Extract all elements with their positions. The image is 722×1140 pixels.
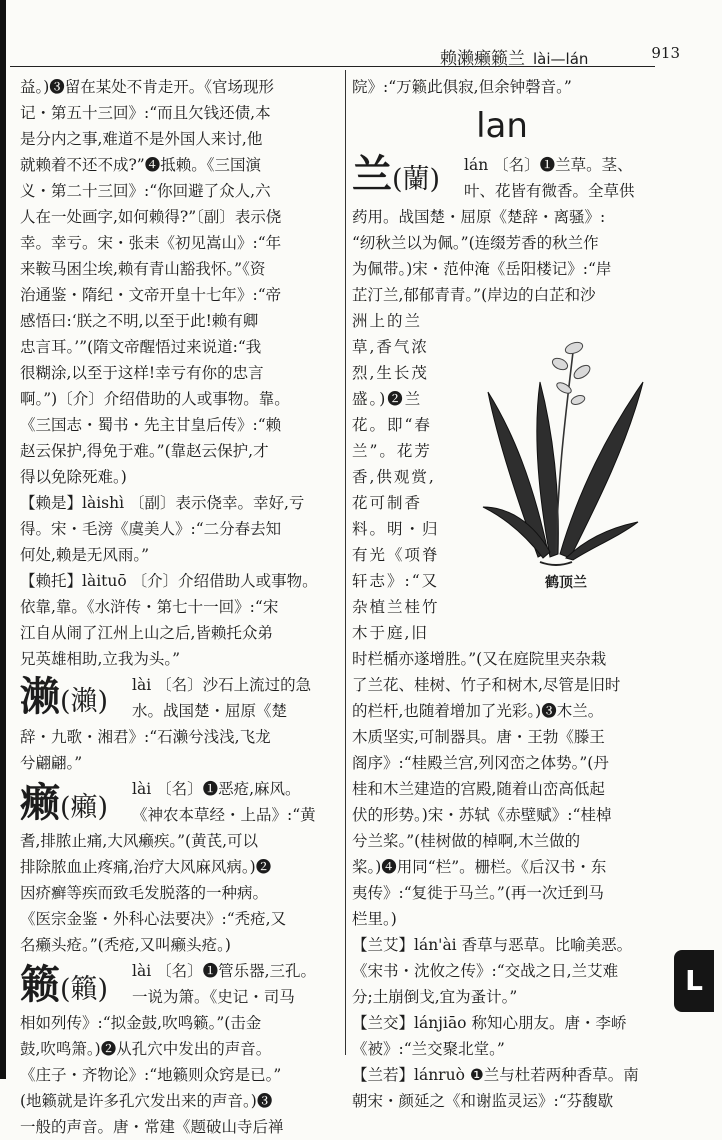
definition-line-beside-figure: 盛。)❷兰: [352, 390, 423, 408]
section-heading-lan: lan: [476, 106, 528, 146]
definition-line-beside-figure: 有光《项脊: [352, 546, 440, 564]
definition-line: 伏的形势。)宋・苏轼《赤壁赋》:“桂棹: [352, 806, 612, 824]
definition-line-beside-figure: 兰”。花芳: [352, 442, 432, 460]
definition-line: 一般的声音。唐・常建《题破山寺后禅: [20, 1118, 284, 1136]
definition-line: 来鞍马困尘埃,赖有青山豁我怀。”《资: [20, 260, 266, 278]
definition-line-beside-figure: 香,供观赏,: [352, 468, 436, 486]
definition-line-beside-figure: 料。明・归: [352, 520, 440, 538]
compound-entry-line: 江自从闹了江州上山之后,皆赖托众弟: [20, 624, 273, 642]
definition-line: 叶、花皆有微香。全草供: [464, 182, 635, 200]
definition-line: 的栏杆,也随着增加了光彩。)❸木兰。: [352, 702, 604, 720]
definition-line: 得以免除死难。): [20, 468, 127, 486]
compound-entry-line: 依靠,靠。《水浒传・第七十一回》:“宋: [20, 598, 279, 616]
headword-lai-leprosy: 癞(癩): [20, 779, 109, 826]
compound-entry-line: 兄英雄相助,立我为头。”: [20, 650, 181, 668]
definition-line: 义・第二十三回》:“你回避了众人,六: [20, 182, 271, 200]
definition-line: 桨。)❹用同“栏”。栅栏。《后汉书・东: [352, 858, 607, 876]
definition-line: “纫秋兰以为佩。”(连缀芳香的秋兰作: [352, 234, 599, 252]
compound-entry-line: 【赖是】làishì 〔副〕表示侥幸。幸好,亏: [20, 494, 305, 512]
definition-line: 夷传》:“复徙于马兰。”(再一次迁到马: [352, 884, 604, 902]
orchid-drawing: [478, 322, 654, 572]
definition-line: 为佩带。)宋・范仲淹《岳阳楼记》:“岸: [352, 260, 612, 278]
definition-line: 就赖着不还不成?”❹抵赖。《三国演: [20, 156, 261, 174]
definition-line: 《神农本草经・上品》:“黄: [132, 806, 316, 824]
compound-entry-line: 得。宋・毛滂《虞美人》:“二分春去知: [20, 520, 282, 538]
compound-entry-line: 【兰若】lánruò ❶兰与杜若两种香草。南: [352, 1066, 639, 1084]
compound-entry-line: 【兰交】lánjiāo 称知心朋友。唐・李峤: [352, 1014, 627, 1032]
definition-line: lài 〔名〕❶恶疮,麻风。: [132, 780, 301, 798]
compound-entry-line: 《宋书・沈攸之传》:“交战之日,兰艾难: [352, 962, 619, 980]
compound-entry-line: 何处,赖是无风雨。”: [20, 546, 150, 564]
definition-line: 《庄子・齐物论》:“地籁则众窍是已。”: [20, 1066, 282, 1084]
entry-lanjiao: [352, 1010, 652, 1062]
entry-lai-pipe-continued: 院》:“万籁此俱寂,但余钟磬音。”: [352, 78, 572, 96]
definition-line: 很糊涂,以至于这样!幸亏有你的忠言: [20, 364, 264, 382]
entry-laituo: [20, 568, 338, 672]
entry-lai-leprosy: [20, 776, 338, 958]
entry-lanruo: [352, 1062, 652, 1114]
definition-line: 排除脓血止疼痛,治疗大风麻风病。)❷: [20, 858, 272, 876]
thumb-index-tab: [674, 950, 714, 1012]
left-column: [20, 74, 338, 1140]
definition-line: 《医宗金鉴・外科心法要决》:“秃疮,又: [20, 910, 287, 928]
column-divider: [345, 70, 346, 1055]
headword-lai-pipe: 籁(籟): [20, 961, 109, 1008]
definition-line: 《三国志・蜀书・先主甘皇后传》:“赖: [20, 416, 282, 434]
definition-line: lài 〔名〕沙石上流过的急: [132, 676, 312, 694]
definition-line: 幸。幸亏。宋・张耒《初见嵩山》:“年: [20, 234, 282, 252]
definition-line: 木质坚实,可制器具。唐・王勃《滕王: [352, 728, 605, 746]
compound-entry-line: 《被》:“兰交聚北堂。”: [352, 1040, 505, 1058]
definition-line: lán 〔名〕❶兰草。茎、: [464, 156, 633, 174]
definition-line: 忠言耳。’”(隋文帝醒悟过来说道:“我: [20, 338, 262, 356]
definition-line: 桂和木兰建造的宫殿,随着山峦高低起: [352, 780, 605, 798]
definition-line: 人在一处画字,如何赖得?”〔副〕表示侥: [20, 208, 282, 226]
definition-line-beside-figure: 花可制香: [352, 494, 423, 512]
definition-line: 药用。战国楚・屈原《楚辞・离骚》:: [352, 208, 606, 226]
definition-line: 记・第五十三回》:“而且欠钱还债,本: [20, 104, 271, 122]
orchid-illustration: [478, 322, 654, 618]
definition-line: 感悟曰:‘朕之不明,以至于此!赖有卿: [20, 312, 259, 330]
page-edge-shadow: [0, 0, 6, 1079]
definition-line: 是分内之事,难道不是外国人来讨,他: [20, 130, 263, 148]
definition-line-beside-figure: 木于庭,旧: [352, 624, 429, 642]
orchid-roots: [540, 562, 572, 565]
definition-line-beside-figure: 洲上的兰: [352, 312, 423, 330]
definition-line: 芷汀兰,郁郁青青。”(岸边的白芷和沙: [352, 286, 596, 304]
definition-line: 兮兰桨。”(桂树做的棹啊,木兰做的: [352, 832, 581, 850]
definition-line: 了兰花、桂树、竹子和树木,尽管是旧时: [352, 676, 621, 694]
definition-line: 时栏楯亦遂增胜。”(又在庭院里夹杂栽: [352, 650, 607, 668]
compound-entry-line: 【兰艾】lán'ài 香草与恶草。比喻美恶。: [352, 936, 633, 954]
header-headwords: 赖濑癞籁兰: [440, 49, 525, 69]
definition-line: 因疥癣等疾而致毛发脱落的一种病。: [20, 884, 269, 902]
definition-line: (地籁就是许多孔穴发出来的声音。)❸: [20, 1092, 273, 1110]
page-number: 913: [651, 44, 680, 62]
definition-line: 啊。”)〔介〕介绍借助的人或事物。靠。: [20, 390, 290, 408]
definition-line: 辞・九歌・湘君》:“石濑兮浅浅,飞龙: [20, 728, 271, 746]
header-rule: [10, 66, 655, 67]
definition-line-beside-figure: 花。即“春: [352, 416, 432, 434]
entry-lanai: [352, 932, 652, 1010]
definition-line-beside-figure: 草,香气浓: [352, 338, 429, 356]
entry-laishi: [20, 490, 338, 568]
definition-line: 栏里。): [352, 910, 397, 928]
definition-line: 阁序》:“桂殿兰宫,列冈峦之体势。”(丹: [352, 754, 609, 772]
definition-line: 鼓,吹鸣箫。)❷从孔穴中发出的声音。: [20, 1040, 272, 1058]
headword-lai-shoal: 濑(瀨): [20, 673, 109, 720]
headword-lan: 兰(蘭): [352, 151, 441, 198]
orchid-leaf-right: [560, 382, 643, 558]
compound-entry-line: 分;土崩倒戈,宜为蚤计。”: [352, 988, 518, 1006]
definition-line: 一说为箫。《史记・司马: [132, 988, 295, 1006]
entry-lai-shoal: [20, 672, 338, 776]
header-pinyin-range: lài—lán: [533, 50, 589, 68]
definition-line-beside-figure: 烈,生长茂: [352, 364, 429, 382]
definition-line: 益。)❸留在某处不肯走开。《官场现形: [20, 78, 275, 96]
orchid-blossoms: [551, 340, 593, 406]
definition-line-beside-figure: 杂植兰桂竹: [352, 598, 440, 616]
definition-line: lài 〔名〕❶管乐器,三孔。: [132, 962, 317, 980]
definition-line: 水。战国楚・屈原《楚: [132, 702, 288, 720]
thumb-index-letter: L: [685, 964, 703, 997]
compound-entry-line: 朝宋・颜延之《和谢监灵运》:“芬馥歇: [352, 1092, 614, 1110]
definition-line: 名癞头疮。”(秃疮,又叫癞头疮。): [20, 936, 231, 954]
definition-line-beside-figure: 轩志》:“又: [352, 572, 440, 590]
definition-line: 兮翩翩。”: [20, 754, 83, 772]
definition-line: 赵云保护,得免于难。”(靠赵云保护,才: [20, 442, 269, 460]
definition-line: 相如列传》:“拟金鼓,吹鸣籁。”(击金: [20, 1014, 262, 1032]
entry-lai-pipe: [20, 958, 338, 1140]
compound-entry-line: 【赖托】làituō 〔介〕介绍借助人或事物。: [20, 572, 318, 590]
entry-lai-continued: [20, 74, 338, 490]
figure-caption: 鹤顶兰: [545, 575, 587, 591]
definition-line: 耆,排脓止痛,大风癞疾。”(黄芪,可以: [20, 832, 259, 850]
definition-line: 治通鉴・隋纪・文帝开皇十七年》:“帝: [20, 286, 282, 304]
